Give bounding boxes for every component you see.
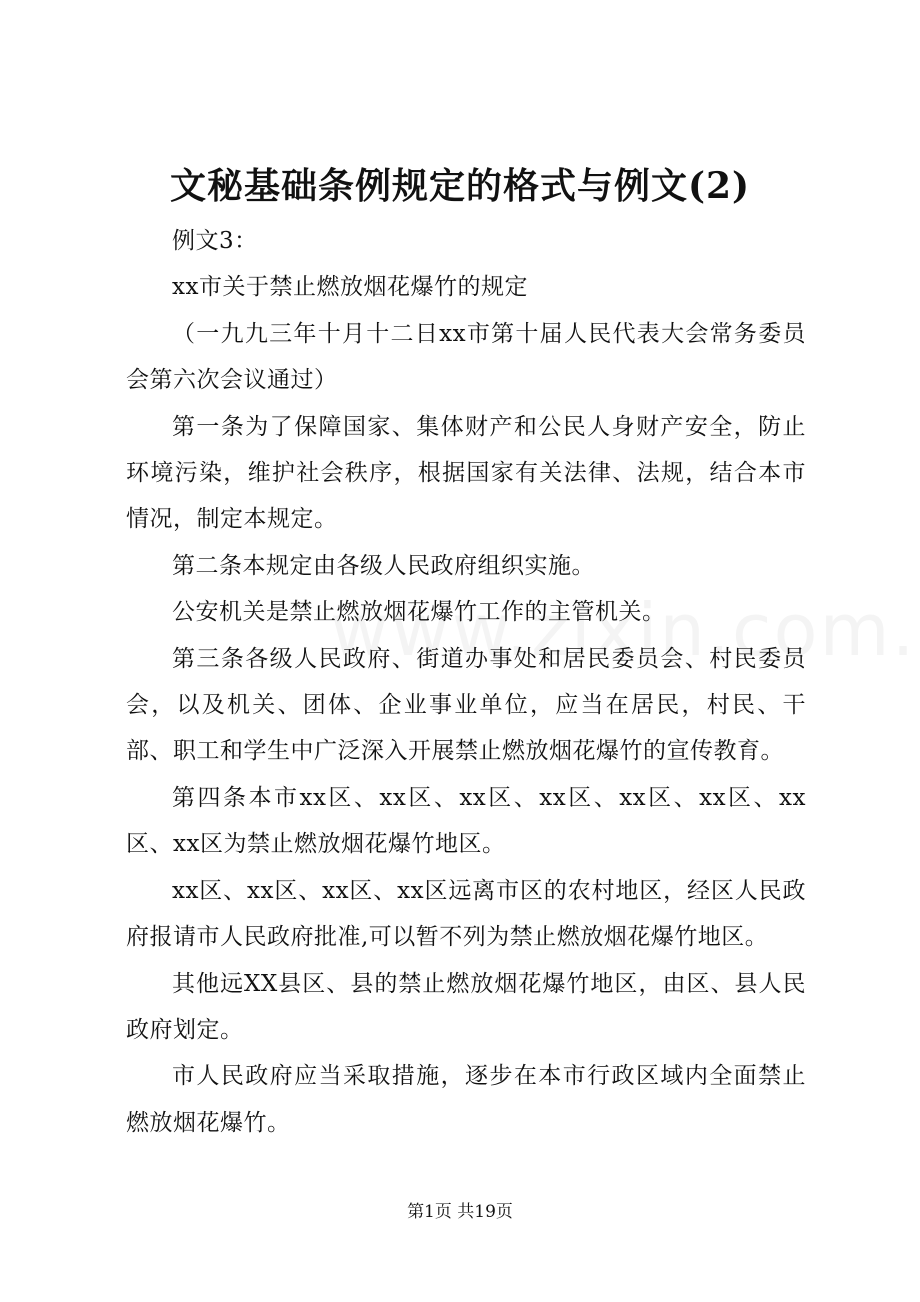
paragraph: 第二条本规定由各级人民政府组织实施。 — [172, 552, 595, 579]
paragraph: xx区、xx区、xx区、xx区远离市区的农村地区，经区人民政府报请市人民政府批准,可以暂不列为禁止燃放烟花爆竹地区。 — [126, 877, 806, 951]
document-title: 文秘基础条例规定的格式与例文(2) — [169, 165, 751, 207]
paragraph: 第三条各级人民政府、街道办事处和居民委员会、村民委员会，以及机关、团体、企业事业单位，应当在居民，村民、干部、职工和学生中广泛深入开展禁止燃放烟花爆竹的宣传教育。 — [126, 645, 806, 765]
paragraph: （一九九三年十月十二日xx市第十届人民代表大会常务委员会第六次会议通过） — [126, 320, 806, 394]
paragraph: 市人民政府应当采取措施，逐步在本市行政区域内全面禁止燃放烟花爆竹。 — [126, 1063, 806, 1136]
paragraph: 例文3： — [172, 228, 258, 254]
paragraph: 第四条本市xx区、xx区、xx区、xx区、xx区、xx区、xx区、xx区为禁止燃放烟花爆竹地区。 — [126, 784, 806, 858]
page-number-footer: 第1页 共19页 — [407, 1202, 513, 1222]
paragraph: 其他远XX县区、县的禁止燃放烟花爆竹地区，由区、县人民政府划定。 — [126, 970, 806, 1043]
paragraph: xx市关于禁止燃放烟花爆竹的规定 — [172, 274, 528, 301]
document-body — [126, 218, 806, 1146]
paragraph: 公安机关是禁止燃放烟花爆竹工作的主管机关。 — [172, 599, 666, 626]
paragraph: 第一条为了保障国家、集体财产和公民人身财产安全，防止环境污染，维护社会秩序，根据国家有关法律、法规，结合本市情况，制定本规定。 — [126, 413, 806, 533]
